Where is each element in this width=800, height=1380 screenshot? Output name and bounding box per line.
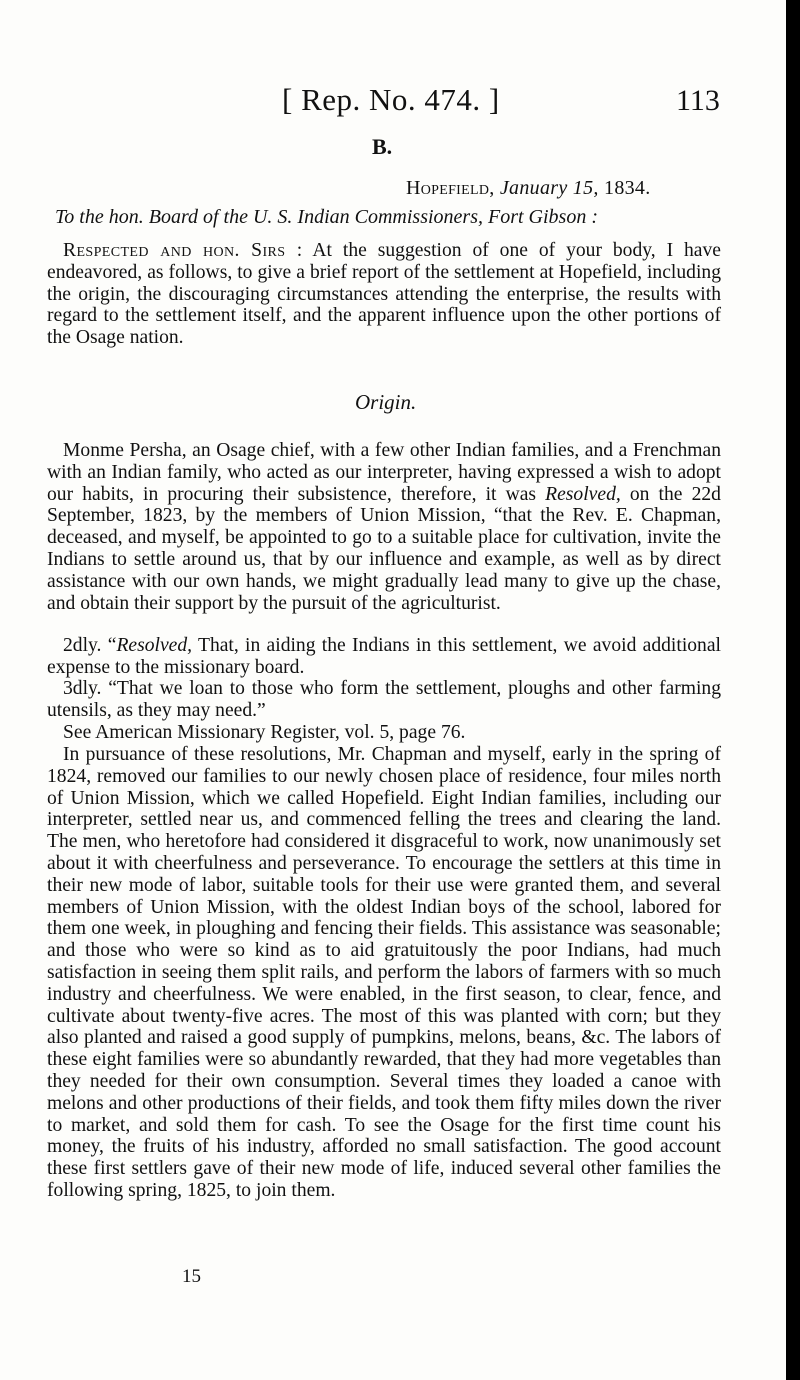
paragraph-third-resolution: 3dly. “That we loan to those who form the settlement, ploughs and other farming utensils, as they may need.” [47, 678, 721, 721]
page-number: 113 [676, 84, 720, 117]
dateline-year: 1834. [604, 177, 651, 199]
paragraph-origin [47, 440, 721, 614]
paragraph-text: on the 22d September, 1823, by the members of Union Mission, “that the Rev. E. Chapman, deceased, and myself, be appointed to go to a suitable place for cultivation, invite the Indians to settle around us, that by our influence and example, as well as by direct assistance with our own hands, we might gradually lead many to give up the chase, and obtain their support by the pursuit of the agriculturist. [47, 483, 721, 614]
resolved-word: Resolved, [545, 483, 621, 505]
resolved-word: Resolved, [116, 635, 193, 656]
section-label: B. [372, 134, 393, 159]
paragraph-second-resolution [47, 635, 721, 679]
running-head: [ Rep. No. 474. ] [282, 82, 500, 117]
paragraph-pursuance: In pursuance of these resolutions, Mr. Chapman and myself, early in the spring of 1824, removed our families to our newly chosen place of residence, four miles north of Union Mission, which we called Hopefield. Eight Indian families, including our interpreter, settled near us, and commenced felling the trees and clearing the land. The men, who heretofore had considered it disgraceful to work, now unanimously set about it with cheerfulness and perseverance. To encourage the settlers at this time in their new mode of labor, suitable tools for their use were granted them, and several members of Union Mission, with the oldest Indian boys of the school, labored for them one week, in ploughing and fencing their fields. This assistance was seasonable; and those who were so kind as to aid gratuitously the poor Indians, had much satisfaction in seeing them split rails, and perform the labors of farmers with so much industry and cheerfulness. We were enabled, in the first season, to clear, fence, and cultivate about twenty-five acres. The most of this was planted with corn; but they also planted and raised a good supply of pumpkins, melons, beans, &c. The labors of these eight families were so abundantly rewarded, that they had more vegetables than they needed for their own consumption. Several times they loaded a canoe with melons and other productions of their fields, and took them fifty miles down the river to market, and sold them for cash. To see the Osage for the first time count his money, the fruits of his industry, afforded no small satisfaction. The good account these first settlers gave of their new mode of life, induced several other families the following spring, 1825, to join them. [47, 744, 721, 1201]
paragraph-text: 2dly. “ [63, 635, 117, 656]
dateline [406, 177, 651, 200]
footer-signature-mark: 15 [182, 1266, 201, 1287]
salutation-lead: Respected and hon. Sirs : [63, 240, 303, 261]
paragraph-text: That, in aiding the Indians in this settlement, we avoid additional expense to the missionary board. [47, 635, 721, 678]
dateline-place: Hopefield, [406, 177, 495, 199]
paragraph-reference: See American Missionary Register, vol. 5, page 76. [63, 722, 466, 743]
scan-edge [786, 0, 800, 1380]
paragraph-text: Monme Persha, an Osage chief, with a few other Indian families, and a Frenchman with an Indian family, who acted as our interpreter, having expressed a wish to adopt our habits, in procuring their subsistence, therefore, it was [47, 440, 721, 505]
section-heading-origin: Origin. [355, 390, 417, 414]
letter-address: To the hon. Board of the U. S. Indian Commissioners, Fort Gibson : [55, 206, 598, 228]
paragraph-salutation [47, 240, 721, 349]
paragraph-text: At the suggestion of one of your body, I have endeavored, as follows, to give a brief report of the settlement at Hopefield, including the origin, the discouraging circumstances attending the enterprise, the results with regard to the settlement itself, and the apparent influence upon the other portions of the Osage nation. [47, 240, 721, 349]
dateline-date: January 15, [499, 177, 599, 199]
